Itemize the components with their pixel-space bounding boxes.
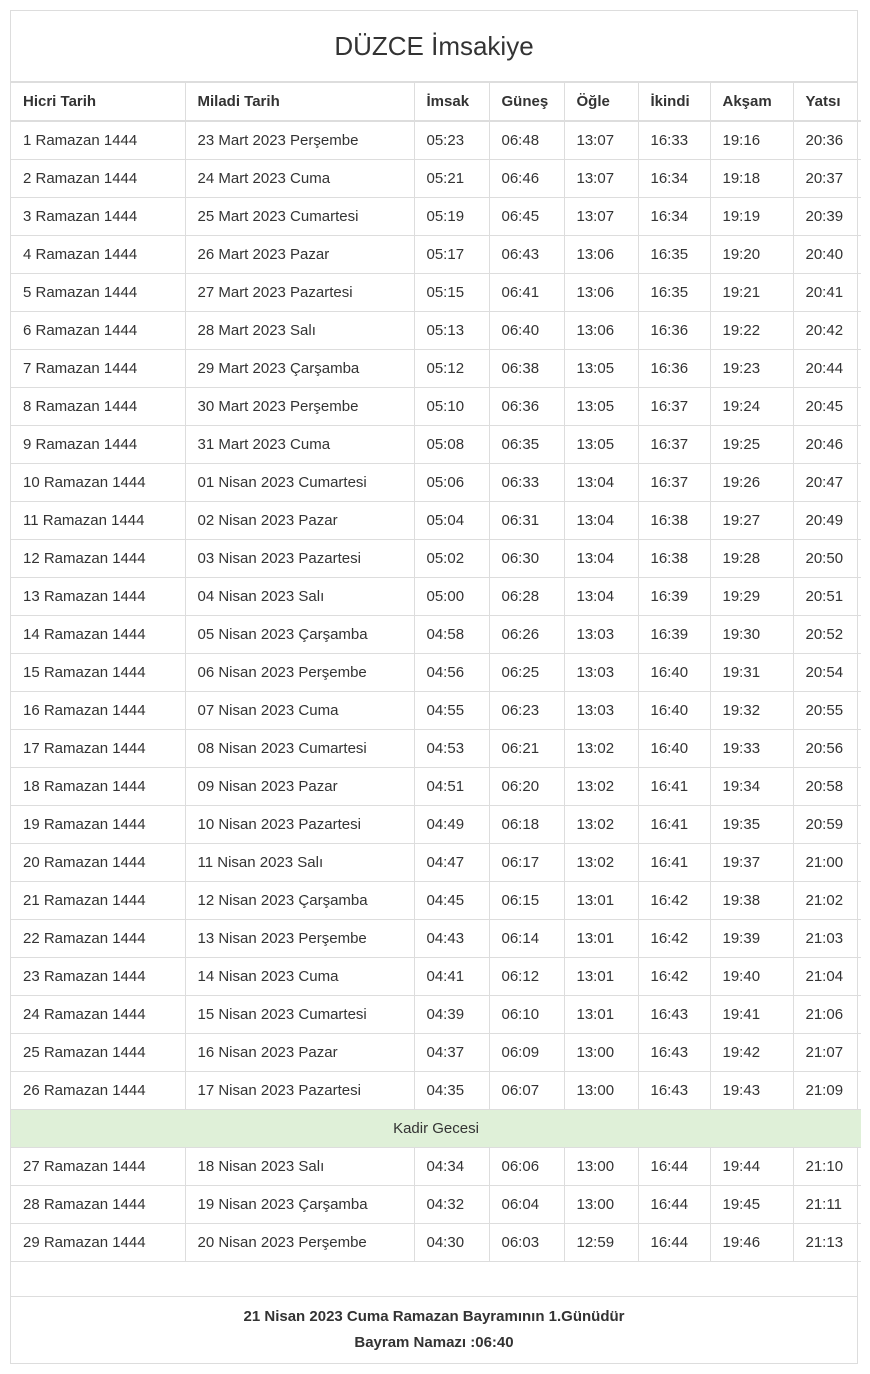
cell-miladi-tarih: 02 Nisan 2023 Pazar: [185, 502, 414, 540]
cell-miladi-tarih: 24 Mart 2023 Cuma: [185, 160, 414, 198]
cell-ogle: 13:05: [564, 350, 638, 388]
table-row: [11, 388, 861, 426]
cell-yatsi: 20:40: [793, 236, 861, 274]
cell-ikindi: 16:37: [638, 464, 710, 502]
column-header-ogle: Öğle: [564, 83, 638, 121]
cell-yatsi: 21:13: [793, 1224, 861, 1262]
cell-imsak: 04:49: [414, 806, 489, 844]
cell-ogle: 13:04: [564, 578, 638, 616]
cell-ogle: 13:07: [564, 160, 638, 198]
column-header-miladi-tarih: Miladi Tarih: [185, 83, 414, 121]
cell-ogle: 13:06: [564, 312, 638, 350]
table-row: [11, 1224, 861, 1262]
cell-aksam: 19:42: [710, 1034, 793, 1072]
cell-miladi-tarih: 16 Nisan 2023 Pazar: [185, 1034, 414, 1072]
cell-aksam: 19:32: [710, 692, 793, 730]
cell-miladi-tarih: 14 Nisan 2023 Cuma: [185, 958, 414, 996]
cell-ogle: 13:05: [564, 388, 638, 426]
cell-gunes: 06:26: [489, 616, 564, 654]
cell-yatsi: 20:56: [793, 730, 861, 768]
cell-ikindi: 16:38: [638, 502, 710, 540]
cell-imsak: 04:47: [414, 844, 489, 882]
cell-gunes: 06:40: [489, 312, 564, 350]
cell-ikindi: 16:41: [638, 768, 710, 806]
cell-yatsi: 21:07: [793, 1034, 861, 1072]
cell-yatsi: 20:54: [793, 654, 861, 692]
cell-ikindi: 16:38: [638, 540, 710, 578]
table-row: [11, 996, 861, 1034]
cell-gunes: 06:03: [489, 1224, 564, 1262]
cell-miladi-tarih: 03 Nisan 2023 Pazartesi: [185, 540, 414, 578]
cell-ogle: 13:06: [564, 274, 638, 312]
cell-ikindi: 16:33: [638, 121, 710, 160]
table-footer-spacer: [11, 1262, 857, 1297]
bayram-day-note: 21 Nisan 2023 Cuma Ramazan Bayramının 1.Günüdür: [243, 1308, 625, 1325]
table-row: [11, 654, 861, 692]
cell-gunes: 06:12: [489, 958, 564, 996]
cell-ogle: 13:02: [564, 806, 638, 844]
table-row: [11, 958, 861, 996]
cell-ogle: 13:00: [564, 1186, 638, 1224]
cell-ikindi: 16:40: [638, 730, 710, 768]
cell-imsak: 04:45: [414, 882, 489, 920]
cell-aksam: 19:20: [710, 236, 793, 274]
table-row: [11, 616, 861, 654]
cell-aksam: 19:37: [710, 844, 793, 882]
cell-miladi-tarih: 28 Mart 2023 Salı: [185, 312, 414, 350]
cell-yatsi: 20:37: [793, 160, 861, 198]
cell-ogle: 13:02: [564, 730, 638, 768]
cell-ikindi: 16:40: [638, 654, 710, 692]
cell-gunes: 06:15: [489, 882, 564, 920]
cell-hicri-tarih: 21 Ramazan 1444: [11, 882, 185, 920]
cell-yatsi: 20:51: [793, 578, 861, 616]
cell-miladi-tarih: 10 Nisan 2023 Pazartesi: [185, 806, 414, 844]
cell-imsak: 05:19: [414, 198, 489, 236]
table-row: [11, 198, 861, 236]
cell-yatsi: 21:11: [793, 1186, 861, 1224]
cell-aksam: 19:18: [710, 160, 793, 198]
table-row: [11, 502, 861, 540]
cell-gunes: 06:21: [489, 730, 564, 768]
cell-hicri-tarih: 28 Ramazan 1444: [11, 1186, 185, 1224]
table-row: [11, 121, 861, 160]
cell-aksam: 19:31: [710, 654, 793, 692]
table-row: [11, 844, 861, 882]
cell-gunes: 06:31: [489, 502, 564, 540]
column-header-aksam: Akşam: [710, 83, 793, 121]
cell-yatsi: 20:36: [793, 121, 861, 160]
cell-imsak: 04:34: [414, 1148, 489, 1186]
cell-hicri-tarih: 2 Ramazan 1444: [11, 160, 185, 198]
table-body: [11, 121, 861, 1262]
imsakiye-panel: [10, 10, 858, 1364]
cell-aksam: 19:29: [710, 578, 793, 616]
cell-hicri-tarih: 23 Ramazan 1444: [11, 958, 185, 996]
cell-gunes: 06:06: [489, 1148, 564, 1186]
cell-hicri-tarih: 13 Ramazan 1444: [11, 578, 185, 616]
cell-hicri-tarih: 25 Ramazan 1444: [11, 1034, 185, 1072]
cell-yatsi: 21:00: [793, 844, 861, 882]
cell-miladi-tarih: 19 Nisan 2023 Çarşamba: [185, 1186, 414, 1224]
cell-hicri-tarih: 16 Ramazan 1444: [11, 692, 185, 730]
cell-hicri-tarih: 1 Ramazan 1444: [11, 121, 185, 160]
cell-miladi-tarih: 20 Nisan 2023 Perşembe: [185, 1224, 414, 1262]
cell-aksam: 19:24: [710, 388, 793, 426]
table-row: [11, 312, 861, 350]
cell-ogle: 13:04: [564, 540, 638, 578]
cell-yatsi: 20:50: [793, 540, 861, 578]
cell-hicri-tarih: 18 Ramazan 1444: [11, 768, 185, 806]
cell-hicri-tarih: 5 Ramazan 1444: [11, 274, 185, 312]
cell-imsak: 05:02: [414, 540, 489, 578]
cell-aksam: 19:43: [710, 1072, 793, 1110]
cell-ikindi: 16:37: [638, 388, 710, 426]
cell-imsak: 05:08: [414, 426, 489, 464]
cell-gunes: 06:25: [489, 654, 564, 692]
cell-aksam: 19:25: [710, 426, 793, 464]
cell-hicri-tarih: 8 Ramazan 1444: [11, 388, 185, 426]
cell-gunes: 06:18: [489, 806, 564, 844]
table-row: [11, 1034, 861, 1072]
cell-aksam: 19:35: [710, 806, 793, 844]
cell-gunes: 06:41: [489, 274, 564, 312]
table-row: [11, 882, 861, 920]
cell-aksam: 19:46: [710, 1224, 793, 1262]
cell-imsak: 04:39: [414, 996, 489, 1034]
cell-ikindi: 16:42: [638, 882, 710, 920]
cell-imsak: 04:43: [414, 920, 489, 958]
cell-ogle: 13:02: [564, 844, 638, 882]
cell-hicri-tarih: 26 Ramazan 1444: [11, 1072, 185, 1110]
cell-hicri-tarih: 10 Ramazan 1444: [11, 464, 185, 502]
table-row: [11, 692, 861, 730]
cell-imsak: 05:17: [414, 236, 489, 274]
cell-miladi-tarih: 30 Mart 2023 Perşembe: [185, 388, 414, 426]
cell-yatsi: 20:39: [793, 198, 861, 236]
cell-ikindi: 16:42: [638, 958, 710, 996]
table-row: [11, 1186, 861, 1224]
cell-hicri-tarih: 9 Ramazan 1444: [11, 426, 185, 464]
cell-imsak: 05:15: [414, 274, 489, 312]
cell-ikindi: 16:36: [638, 312, 710, 350]
cell-ogle: 13:00: [564, 1072, 638, 1110]
cell-yatsi: 20:47: [793, 464, 861, 502]
cell-aksam: 19:16: [710, 121, 793, 160]
cell-ikindi: 16:44: [638, 1224, 710, 1262]
cell-yatsi: 21:10: [793, 1148, 861, 1186]
cell-ogle: 13:03: [564, 616, 638, 654]
column-header-gunes: Güneş: [489, 83, 564, 121]
cell-miladi-tarih: 15 Nisan 2023 Cumartesi: [185, 996, 414, 1034]
cell-imsak: 04:30: [414, 1224, 489, 1262]
column-header-ikindi: İkindi: [638, 83, 710, 121]
cell-hicri-tarih: 6 Ramazan 1444: [11, 312, 185, 350]
special-row-label: Kadir Gecesi: [11, 1110, 861, 1148]
cell-miladi-tarih: 12 Nisan 2023 Çarşamba: [185, 882, 414, 920]
cell-ogle: 13:06: [564, 236, 638, 274]
cell-ikindi: 16:41: [638, 806, 710, 844]
cell-hicri-tarih: 17 Ramazan 1444: [11, 730, 185, 768]
table-row: [11, 464, 861, 502]
cell-ogle: 13:02: [564, 768, 638, 806]
cell-miladi-tarih: 05 Nisan 2023 Çarşamba: [185, 616, 414, 654]
cell-gunes: 06:23: [489, 692, 564, 730]
cell-yatsi: 20:55: [793, 692, 861, 730]
column-header-imsak: İmsak: [414, 83, 489, 121]
cell-gunes: 06:28: [489, 578, 564, 616]
cell-aksam: 19:30: [710, 616, 793, 654]
cell-gunes: 06:10: [489, 996, 564, 1034]
cell-gunes: 06:48: [489, 121, 564, 160]
cell-ogle: 13:01: [564, 996, 638, 1034]
cell-ogle: 13:07: [564, 121, 638, 160]
table-row: [11, 350, 861, 388]
cell-hicri-tarih: 4 Ramazan 1444: [11, 236, 185, 274]
cell-ikindi: 16:39: [638, 616, 710, 654]
cell-gunes: 06:20: [489, 768, 564, 806]
cell-imsak: 04:58: [414, 616, 489, 654]
cell-ikindi: 16:37: [638, 426, 710, 464]
cell-miladi-tarih: 29 Mart 2023 Çarşamba: [185, 350, 414, 388]
cell-ikindi: 16:44: [638, 1148, 710, 1186]
cell-hicri-tarih: 19 Ramazan 1444: [11, 806, 185, 844]
cell-hicri-tarih: 3 Ramazan 1444: [11, 198, 185, 236]
cell-ikindi: 16:34: [638, 160, 710, 198]
cell-gunes: 06:14: [489, 920, 564, 958]
cell-ogle: 13:04: [564, 502, 638, 540]
bayram-namazi-note: Bayram Namazı :06:40: [354, 1334, 514, 1351]
prayer-times-table: [11, 83, 861, 1262]
cell-ikindi: 16:40: [638, 692, 710, 730]
cell-imsak: 04:55: [414, 692, 489, 730]
cell-hicri-tarih: 7 Ramazan 1444: [11, 350, 185, 388]
cell-aksam: 19:28: [710, 540, 793, 578]
cell-hicri-tarih: 29 Ramazan 1444: [11, 1224, 185, 1262]
page-title: DÜZCE İmsakiye: [11, 11, 857, 83]
cell-gunes: 06:07: [489, 1072, 564, 1110]
cell-aksam: 19:26: [710, 464, 793, 502]
cell-aksam: 19:45: [710, 1186, 793, 1224]
cell-hicri-tarih: 11 Ramazan 1444: [11, 502, 185, 540]
cell-aksam: 19:22: [710, 312, 793, 350]
cell-ogle: 13:00: [564, 1034, 638, 1072]
cell-miladi-tarih: 11 Nisan 2023 Salı: [185, 844, 414, 882]
cell-miladi-tarih: 18 Nisan 2023 Salı: [185, 1148, 414, 1186]
cell-miladi-tarih: 26 Mart 2023 Pazar: [185, 236, 414, 274]
cell-ogle: 13:01: [564, 882, 638, 920]
cell-miladi-tarih: 23 Mart 2023 Perşembe: [185, 121, 414, 160]
cell-imsak: 05:23: [414, 121, 489, 160]
cell-imsak: 05:12: [414, 350, 489, 388]
cell-aksam: 19:38: [710, 882, 793, 920]
cell-hicri-tarih: 12 Ramazan 1444: [11, 540, 185, 578]
cell-ogle: 13:01: [564, 958, 638, 996]
cell-ikindi: 16:39: [638, 578, 710, 616]
cell-ogle: 12:59: [564, 1224, 638, 1262]
cell-imsak: 05:04: [414, 502, 489, 540]
cell-yatsi: 20:41: [793, 274, 861, 312]
cell-yatsi: 21:04: [793, 958, 861, 996]
cell-gunes: 06:46: [489, 160, 564, 198]
cell-aksam: 19:41: [710, 996, 793, 1034]
cell-miladi-tarih: 25 Mart 2023 Cumartesi: [185, 198, 414, 236]
cell-imsak: 04:56: [414, 654, 489, 692]
cell-imsak: 05:13: [414, 312, 489, 350]
cell-aksam: 19:39: [710, 920, 793, 958]
cell-gunes: 06:17: [489, 844, 564, 882]
cell-ikindi: 16:35: [638, 236, 710, 274]
cell-aksam: 19:23: [710, 350, 793, 388]
cell-hicri-tarih: 14 Ramazan 1444: [11, 616, 185, 654]
cell-yatsi: 20:52: [793, 616, 861, 654]
cell-ogle: 13:01: [564, 920, 638, 958]
cell-ikindi: 16:34: [638, 198, 710, 236]
cell-miladi-tarih: 31 Mart 2023 Cuma: [185, 426, 414, 464]
special-row-kadir-gecesi: [11, 1110, 861, 1148]
cell-ikindi: 16:43: [638, 1072, 710, 1110]
table-row: [11, 160, 861, 198]
table-row: [11, 806, 861, 844]
cell-ikindi: 16:41: [638, 844, 710, 882]
cell-gunes: 06:30: [489, 540, 564, 578]
cell-ogle: 13:00: [564, 1148, 638, 1186]
cell-ogle: 13:07: [564, 198, 638, 236]
column-header-yatsi: Yatsı: [793, 83, 861, 121]
table-row: [11, 768, 861, 806]
cell-ikindi: 16:43: [638, 1034, 710, 1072]
table-row: [11, 1148, 861, 1186]
table-row: [11, 1072, 861, 1110]
table-row: [11, 426, 861, 464]
cell-gunes: 06:36: [489, 388, 564, 426]
cell-imsak: 04:37: [414, 1034, 489, 1072]
cell-yatsi: 21:06: [793, 996, 861, 1034]
cell-aksam: 19:33: [710, 730, 793, 768]
cell-hicri-tarih: 24 Ramazan 1444: [11, 996, 185, 1034]
cell-gunes: 06:43: [489, 236, 564, 274]
cell-imsak: 05:10: [414, 388, 489, 426]
cell-gunes: 06:35: [489, 426, 564, 464]
cell-miladi-tarih: 04 Nisan 2023 Salı: [185, 578, 414, 616]
cell-hicri-tarih: 27 Ramazan 1444: [11, 1148, 185, 1186]
table-row: [11, 236, 861, 274]
cell-miladi-tarih: 01 Nisan 2023 Cumartesi: [185, 464, 414, 502]
cell-ogle: 13:04: [564, 464, 638, 502]
cell-ogle: 13:03: [564, 654, 638, 692]
cell-miladi-tarih: 27 Mart 2023 Pazartesi: [185, 274, 414, 312]
cell-yatsi: 20:58: [793, 768, 861, 806]
cell-imsak: 04:51: [414, 768, 489, 806]
cell-aksam: 19:44: [710, 1148, 793, 1186]
cell-gunes: 06:38: [489, 350, 564, 388]
footer-notes: [11, 1297, 857, 1363]
cell-hicri-tarih: 15 Ramazan 1444: [11, 654, 185, 692]
cell-yatsi: 20:46: [793, 426, 861, 464]
cell-gunes: 06:33: [489, 464, 564, 502]
cell-miladi-tarih: 08 Nisan 2023 Cumartesi: [185, 730, 414, 768]
cell-yatsi: 20:45: [793, 388, 861, 426]
cell-aksam: 19:40: [710, 958, 793, 996]
table-header-row: [11, 83, 861, 121]
cell-ikindi: 16:43: [638, 996, 710, 1034]
table-row: [11, 730, 861, 768]
cell-aksam: 19:19: [710, 198, 793, 236]
cell-miladi-tarih: 07 Nisan 2023 Cuma: [185, 692, 414, 730]
cell-yatsi: 20:59: [793, 806, 861, 844]
cell-yatsi: 20:44: [793, 350, 861, 388]
cell-aksam: 19:34: [710, 768, 793, 806]
column-header-hicri-tarih: Hicri Tarih: [11, 83, 185, 121]
cell-ikindi: 16:42: [638, 920, 710, 958]
cell-aksam: 19:27: [710, 502, 793, 540]
cell-imsak: 04:32: [414, 1186, 489, 1224]
cell-ikindi: 16:36: [638, 350, 710, 388]
cell-miladi-tarih: 06 Nisan 2023 Perşembe: [185, 654, 414, 692]
cell-ogle: 13:05: [564, 426, 638, 464]
cell-yatsi: 20:49: [793, 502, 861, 540]
cell-imsak: 04:35: [414, 1072, 489, 1110]
cell-imsak: 05:06: [414, 464, 489, 502]
table-row: [11, 540, 861, 578]
table-row: [11, 920, 861, 958]
cell-miladi-tarih: 13 Nisan 2023 Perşembe: [185, 920, 414, 958]
cell-yatsi: 20:42: [793, 312, 861, 350]
cell-ogle: 13:03: [564, 692, 638, 730]
cell-miladi-tarih: 17 Nisan 2023 Pazartesi: [185, 1072, 414, 1110]
cell-miladi-tarih: 09 Nisan 2023 Pazar: [185, 768, 414, 806]
cell-yatsi: 21:02: [793, 882, 861, 920]
table-row: [11, 578, 861, 616]
cell-gunes: 06:09: [489, 1034, 564, 1072]
cell-aksam: 19:21: [710, 274, 793, 312]
cell-gunes: 06:04: [489, 1186, 564, 1224]
cell-yatsi: 21:09: [793, 1072, 861, 1110]
cell-ikindi: 16:44: [638, 1186, 710, 1224]
cell-hicri-tarih: 22 Ramazan 1444: [11, 920, 185, 958]
cell-yatsi: 21:03: [793, 920, 861, 958]
cell-imsak: 04:53: [414, 730, 489, 768]
cell-imsak: 05:00: [414, 578, 489, 616]
cell-imsak: 05:21: [414, 160, 489, 198]
cell-ikindi: 16:35: [638, 274, 710, 312]
table-row: [11, 274, 861, 312]
cell-gunes: 06:45: [489, 198, 564, 236]
cell-imsak: 04:41: [414, 958, 489, 996]
cell-hicri-tarih: 20 Ramazan 1444: [11, 844, 185, 882]
